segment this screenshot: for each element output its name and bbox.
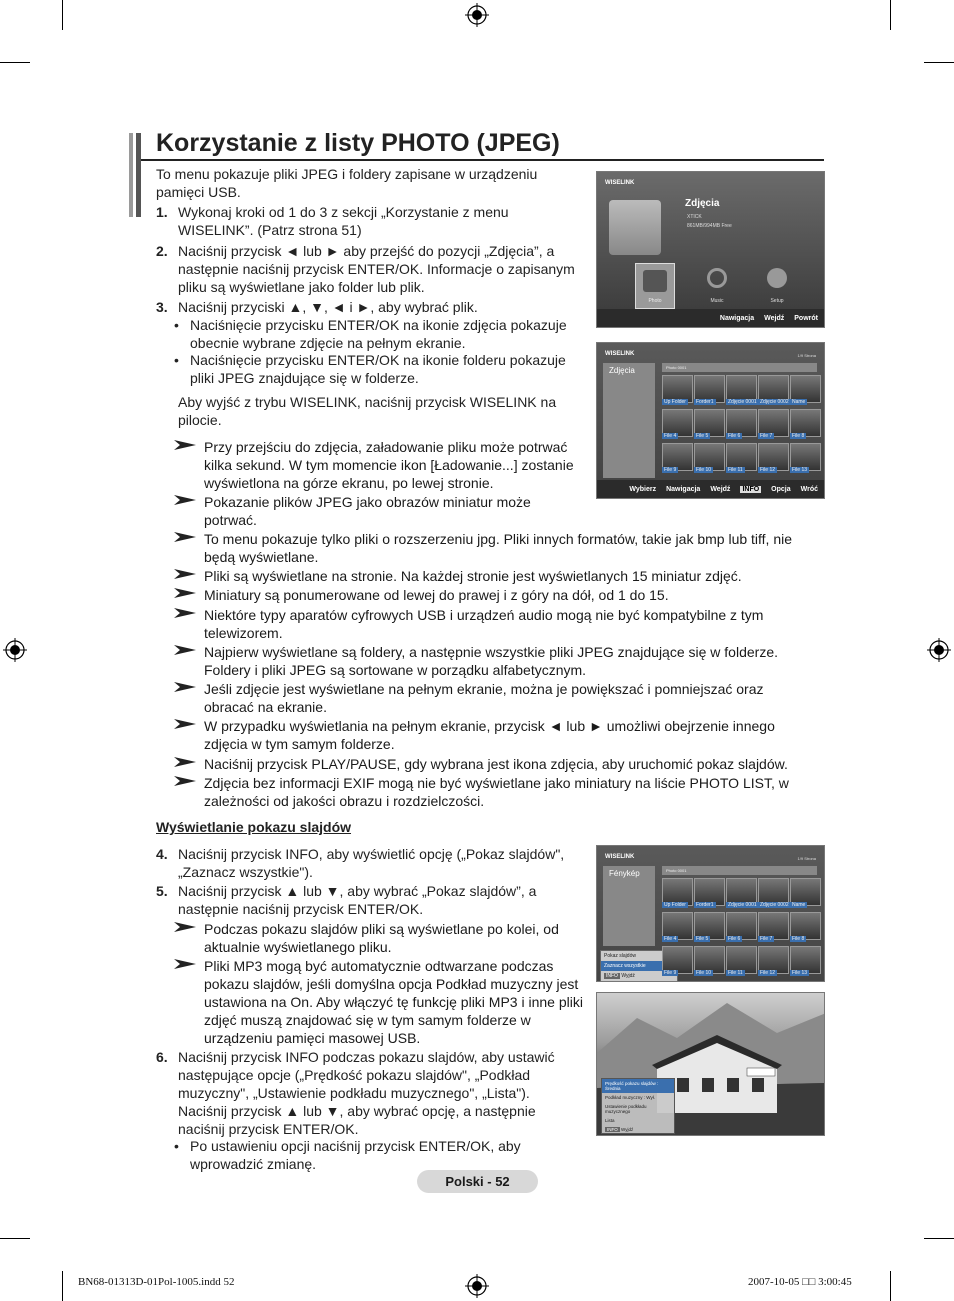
thumb-label: File 5 — [696, 936, 709, 942]
bullet-text: Naciśnięcie przycisku ENTER/OK na ikonie folderu pokazuje pliki JPEG znajdujące się w folderze. — [190, 352, 566, 386]
thumb-label: File 4 — [664, 433, 677, 439]
side-title: Fénykép — [609, 869, 640, 878]
footer-hint: Nawigacja — [666, 485, 701, 493]
path-bar: Photo 0001 — [662, 363, 817, 372]
exit-note: Aby wyjść z trybu WISELINK, naciśnij przycisk WISELINK na pilocie. — [178, 394, 557, 428]
bullet-text: Po ustawieniu opcji naciśnij przycisk ENTER/OK, aby wprowadzić zmianę. — [190, 1138, 521, 1172]
date-slug: 2007-10-05 □□ 3:00:45 — [748, 1276, 852, 1288]
note-item — [204, 530, 814, 566]
note-arrow-icon — [174, 530, 196, 544]
thumb-label: File 9 — [664, 467, 677, 473]
menu-exit[interactable] — [602, 1125, 674, 1134]
info-badge: INFO — [742, 485, 760, 493]
thumb-label: Zdjęcie 0002 — [760, 902, 789, 908]
note-item — [204, 493, 544, 529]
step-text: Wykonaj kroki od 1 do 3 z sekcji „Korzystanie z menu WISELINK”. (Patrz strona 51) — [178, 204, 509, 238]
intro-text: To menu pokazuje pliki JPEG i foldery zapisane w urządzeniu pamięci USB. — [156, 166, 538, 200]
crop-mark — [62, 0, 63, 30]
screen-footer — [597, 309, 824, 327]
footer-hint: Nawigacja — [719, 314, 755, 322]
registration-mark-icon — [465, 3, 489, 27]
note-arrow-icon — [174, 643, 196, 657]
wiselink-logo: WISELINK — [605, 854, 635, 860]
menu-option[interactable]: Pokaz slajdów — [604, 953, 636, 959]
thumb-label: File 13 — [792, 970, 808, 976]
screenshot-wiselink-menu — [596, 171, 825, 328]
note-text: Pliki są wyświetlane na stronie. Na każdej stronie jest wyświetlanych 15 miniatur zdjęć. — [204, 568, 742, 584]
note-item — [204, 957, 589, 1047]
menu-item-label: Music — [710, 298, 724, 304]
footer-hint: Powrót — [794, 314, 818, 322]
note-arrow-icon — [174, 755, 196, 769]
menu-option[interactable]: Zaznacz wszystkie — [601, 961, 677, 971]
thumb-label: Forder1 — [696, 399, 714, 405]
note-arrow-icon — [174, 606, 196, 620]
photo-folder-graphic — [609, 200, 661, 255]
gear-icon — [767, 268, 787, 288]
thumb-label: Zdjęcie 0002 — [760, 399, 789, 405]
note-text: Niektóre typy aparatów cyfrowych USB i urządzeń audio mogą nie być kompatybilne z tym telewizorem. — [204, 607, 764, 641]
menu-option[interactable]: Podkład muzyczny : Wył. — [605, 1095, 655, 1100]
thumb-label: File 10 — [696, 970, 712, 976]
menu-item-label: Photo — [648, 298, 662, 304]
thumb-label: Up Folder — [664, 399, 686, 405]
footer-hint: Wróć — [800, 485, 818, 493]
note-text: Pokazanie plików JPEG jako obrazów miniatur może potrwać. — [204, 494, 531, 528]
note-text: Pliki MP3 mogą być automatycznie odtwarzane podczas pokazu slajdów, jeśli domyślna opcja Podkład muzyczny jest ustawiona na On. Aby włączyć tę funkcję pliki MP3 i inne pliki zdjęć muszą znajdować się w tym samym folderze w urządzeniu pamięci masowej USB. — [204, 958, 583, 1046]
thumb-label: File 10 — [696, 467, 712, 473]
info-badge: INFO — [606, 973, 618, 979]
bullet-dot: • — [174, 352, 179, 368]
note-text: W przypadku wyświetlania na pełnym ekranie, przycisk ◄ lub ► umożliwi obejrzenie innego zdjęcia w tym samym folderze. — [204, 718, 775, 752]
thumb-label: Zdjęcie 0001 — [728, 399, 757, 405]
note-arrow-icon — [174, 567, 196, 581]
screenshot-photo-list — [596, 342, 825, 499]
crop-mark — [924, 62, 954, 63]
crop-mark — [0, 62, 30, 63]
step-number: 2. — [156, 243, 168, 259]
note-arrow-icon — [174, 680, 196, 694]
thumb-label: File 8 — [792, 936, 805, 942]
step-text: Naciśnij przycisk INFO podczas pokazu slajdów, aby ustawić następujące opcje („Prędkość pokazu slajdów", „Podkład muzyczny", „Ustawienie podkładu muzycznego", „Lista"). Naciśnij przycisk ▲ lub ▼, aby wybrać opcję, a następnie naciśnij przycisk ENTER/OK. — [178, 1049, 555, 1137]
screenshot-photo-list-options — [596, 845, 825, 982]
bullet-dot: • — [174, 1138, 179, 1154]
crop-mark — [0, 1238, 30, 1239]
thumb-label: File 7 — [760, 936, 773, 942]
note-text: Jeśli zdjęcie jest wyświetlane na pełnym ekranie, można je powiększać i pomniejszać oraz obracać na ekranie. — [204, 681, 764, 715]
title-accent — [136, 133, 141, 217]
step-number: 3. — [156, 299, 168, 315]
info-badge: INFO — [607, 1127, 618, 1132]
thumb-label: File 4 — [664, 936, 677, 942]
thumb-label: File 5 — [696, 433, 709, 439]
side-panel — [603, 363, 655, 478]
thumb-label: File 6 — [728, 433, 741, 439]
screen-footer — [597, 480, 824, 498]
note-text: Podczas pokazu slajdów pliki są wyświetlane po kolei, od aktualnie wyświetlanego pliku. — [204, 921, 559, 955]
bullet-text: Naciśnięcie przycisku ENTER/OK na ikonie zdjęcia pokazuje obecnie wybrane zdjęcie na pełnym ekranie. — [190, 317, 567, 351]
menu-option[interactable]: Ustawienie podkładu muzycznego — [605, 1104, 647, 1114]
thumb-label: File 12 — [760, 467, 776, 473]
step-text: Naciśnij przycisk ◄ lub ► aby przejść do pozycji „Zdjęcia”, a następnie naciśnij przycisk ENTER/OK. Informacje o zapisanym pliku są wyświetlane jako folder lub plik. — [178, 243, 575, 295]
note-item — [204, 567, 804, 585]
thumb-label: File 11 — [728, 970, 743, 976]
thumb-label: Forder1 — [696, 902, 714, 908]
bullet-dot: • — [174, 317, 179, 333]
headphones-icon — [707, 268, 727, 288]
step-number: 5. — [156, 883, 168, 899]
note-item — [204, 717, 804, 753]
footer-hint: Wejdź — [710, 485, 731, 493]
page-number: Polski - 52 — [417, 1170, 538, 1193]
thumb-label: File 12 — [760, 970, 776, 976]
thumb-label: Name — [792, 399, 806, 405]
note-item — [204, 774, 814, 810]
thumb-label: File 11 — [728, 467, 743, 473]
page-indicator: 1/9 Strona — [797, 353, 816, 358]
footer-hint: Wybierz — [629, 485, 657, 493]
wiselink-logo: WISELINK — [605, 351, 635, 357]
note-arrow-icon — [174, 957, 196, 971]
registration-mark-icon — [927, 638, 951, 662]
section-heading: Wyświetlanie pokazu slajdów — [156, 819, 352, 835]
registration-mark-icon — [3, 638, 27, 662]
menu-item-music[interactable] — [697, 268, 737, 308]
screen-heading: Zdjęcia — [685, 198, 720, 209]
step-text: Naciśnij przycisk INFO, aby wyświetlić opcję („Pokaz slajdów", „Zaznacz wszystkie"). — [178, 846, 565, 880]
page-indicator: 1/9 Strona — [797, 856, 816, 861]
note-text: Zdjęcia bez informacji EXIF mogą nie być wyświetlane jako miniatury na liście PHOTO LIST, w zależności od jakości obrazu i rozdzielczości. — [204, 775, 789, 809]
registration-mark-icon — [465, 1274, 489, 1298]
footer-hint: Opcja — [771, 485, 791, 493]
note-arrow-icon — [174, 493, 196, 507]
path-bar: Photo 0001 — [662, 866, 817, 875]
note-text: Przy przejściu do zdjęcia, załadowanie pliku może potrwać kilka sekund. W tym momencie ikon [Ładowanie...] zostanie wyświetlona na górze ekranu, po lewej stronie. — [204, 439, 574, 491]
menu-option[interactable]: Lista — [605, 1118, 615, 1123]
menu-exit-label: Wyjdź — [621, 973, 635, 979]
note-arrow-icon — [174, 774, 196, 788]
note-text: Najpierw wyświetlane są foldery, a następnie wszystkie pliki JPEG znajdujące się w folderze. Foldery i pliki JPEG są sortowane w porządku alfabetycznym. — [204, 644, 778, 678]
crop-mark — [890, 0, 891, 30]
menu-item-label: Setup — [770, 298, 784, 304]
thumb-label: File 6 — [728, 936, 741, 942]
thumb-label: File 13 — [792, 467, 808, 473]
side-panel — [603, 866, 655, 946]
note-text: Naciśnij przycisk PLAY/PAUSE, gdy wybrana jest ikona zdjęcia, aby uruchomić pokaz slajdów. — [204, 756, 788, 772]
step-text: Naciśnij przyciski ▲, ▼, ◄ i ►, aby wybrać plik. — [178, 299, 478, 315]
thumb-label: Up Folder — [664, 902, 686, 908]
step-number: 1. — [156, 204, 168, 220]
crop-mark — [890, 1271, 891, 1301]
menu-exit-label: Wyjdź — [621, 1127, 634, 1132]
note-item — [204, 438, 584, 492]
crop-mark — [924, 1238, 954, 1239]
note-arrow-icon — [174, 920, 196, 934]
note-item — [204, 606, 804, 642]
wiselink-logo: WISELINK — [605, 180, 635, 186]
thumb-label: Zdjęcie 0001 — [728, 902, 757, 908]
screenshot-slideshow — [596, 992, 825, 1136]
note-item — [204, 920, 584, 956]
note-item — [204, 755, 814, 773]
menu-item-setup[interactable] — [757, 268, 797, 308]
title-rule — [141, 159, 824, 161]
menu-option[interactable]: Prędkość pokazu slajdów : Średnia — [602, 1079, 674, 1093]
step-number: 6. — [156, 1049, 168, 1065]
note-arrow-icon — [174, 438, 196, 452]
note-text: Miniatury są ponumerowane od lewej do prawej i z góry na dół, od 1 do 15. — [204, 587, 669, 603]
menu-item-photo[interactable] — [635, 263, 675, 309]
thumb-label: File 9 — [664, 970, 677, 976]
side-title: Zdjęcia — [609, 366, 635, 375]
note-item — [204, 680, 804, 716]
file-slug: BN68-01313D-01Pol-1005.indd 52 — [78, 1276, 235, 1288]
title-accent — [129, 133, 133, 217]
photo-icon — [643, 270, 667, 292]
crop-mark — [62, 1271, 63, 1301]
note-item — [204, 586, 804, 604]
step-number: 4. — [156, 846, 168, 862]
thumb-label: Name — [792, 902, 806, 908]
step-text: Naciśnij przycisk ▲ lub ▼, aby wybrać „Pokaz slajdów”, a następnie naciśnij przycisk ENTER/OK. — [178, 883, 537, 917]
note-text: To menu pokazuje tylko pliki o rozszerzeniu jpg. Pliki innych formatów, takie jak bmp lub tiff, nie będą wyświetlane. — [204, 531, 793, 565]
device-space: 861MB/994MB Free — [687, 223, 732, 229]
note-item — [204, 643, 804, 679]
page-title: Korzystanie z listy PHOTO (JPEG) — [156, 129, 560, 157]
slideshow-menu — [601, 1078, 675, 1134]
thumb-label: File 8 — [792, 433, 805, 439]
footer-hint: Wejdź — [764, 314, 785, 322]
note-arrow-icon — [174, 717, 196, 731]
thumb-label: File 7 — [760, 433, 773, 439]
note-arrow-icon — [174, 586, 196, 600]
device-name: XTICK — [687, 214, 702, 220]
